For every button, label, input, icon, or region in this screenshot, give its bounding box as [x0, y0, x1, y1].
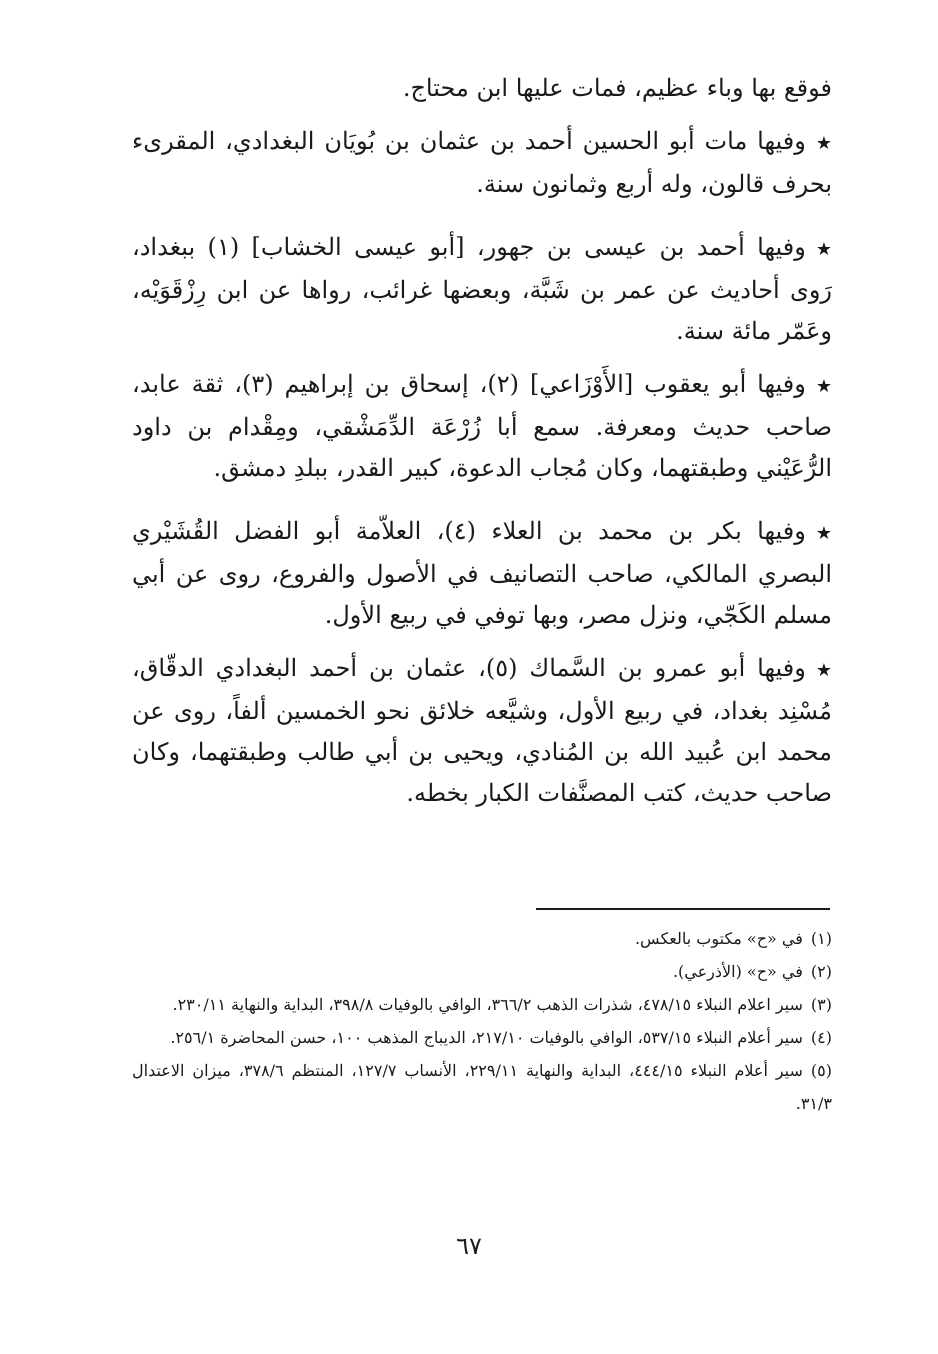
entry-text: وفيها أبو عمرو بن السَّماك (٥)، عثمان بن أحمد البغدادي الدقّاق، مُسْنِد بغداد، في ربيع الأول، وشيَّعه خلائق نحو الخمسين ألفاً، روى عن محمد ابن عُبيد الله بن المُنادي، ويحيى بن أبي طالب وطبقتهما، وكان صاحب حديث، كتب المصنَّفات الكبار بخطه. — [132, 654, 832, 807]
entry-text: وفيها مات أبو الحسين أحمد بن عثمان بن بُويَان البغدادي، المقرىء بحرف قالون، وله أربع وثمانون سنة. — [132, 127, 832, 198]
footnote-number: (١) — [810, 929, 832, 948]
footnote-number: (٢) — [810, 962, 832, 981]
star-icon: ★ — [815, 133, 832, 154]
entry-paragraph — [132, 511, 832, 636]
footnote — [132, 988, 832, 1021]
footnote-divider — [536, 908, 830, 910]
footnote — [132, 955, 832, 988]
intro-paragraph: فوقع بها وباء عظيم، فمات عليها ابن محتاج. — [402, 74, 832, 102]
footnotes — [132, 922, 832, 1120]
star-icon: ★ — [815, 376, 832, 397]
entry-text: وفيها أحمد بن عيسى بن جهور، [أبو عيسى الخشاب] (١) ببغداد، رَوى أحاديث عن عمر بن شَبَّة، وبعضها غرائب، رواها عن ابن رِزْقَوَيْه، وعَمّر مائة سنة. — [132, 233, 832, 345]
main-text — [132, 68, 832, 814]
star-icon: ★ — [815, 660, 832, 681]
entry-paragraph — [132, 648, 832, 814]
entry-text: وفيها بكر بن محمد بن العلاء (٤)، العلاّمة أبو الفضل القُشَيْري البصري المالكي، صاحب التصانيف في الأصول والفروع، روى عن أبي مسلم الكَجّي، ونزل مصر، وبها توفي في ربيع الأول. — [132, 517, 832, 629]
footnote-number: (٣) — [810, 995, 832, 1014]
footnote-text: سير اعلام النبلاء ٤٧٨/١٥، شذرات الذهب ٣٦٦/٢، الوافي بالوفيات ٣٩٨/٨، البداية والنهاية ٢٣٠/١١. — [172, 995, 803, 1014]
entry-paragraph — [132, 364, 832, 489]
footnote-text: في «ح» (الأذرعي). — [672, 962, 803, 981]
footnote-text: سير أعلام النبلاء ٥٣٧/١٥، الوافي بالوفيات ٢١٧/١٠، الديباج المذهب ١٠٠، حسن المحاضرة ٢٥٦/١. — [170, 1028, 803, 1047]
page-number: ٦٧ — [456, 1232, 482, 1260]
star-icon: ★ — [815, 239, 832, 260]
entry-text: وفيها أبو يعقوب [الأَوْزَاعي] (٢)، إسحاق بن إبراهيم (٣)، ثقة عابد، صاحب حديث ومعرفة. سمع أبا زُرْعَة الدِّمَشْقي، ومِقْدام بن داود الرُّعَيْني وطبقتهما، وكان مُجاب الدعوة، كبير القدر، ببلدِ دمشق. — [132, 370, 832, 482]
footnote — [132, 922, 832, 955]
footnote — [132, 1021, 832, 1054]
footnote-text: في «ح» مكتوب بالعكس. — [634, 929, 803, 948]
footnote-number: (٤) — [810, 1028, 832, 1047]
footnote-number: (٥) — [810, 1061, 833, 1080]
entry-paragraph — [132, 121, 832, 205]
footnote-text: سير أعلام النبلاء ٤٤٤/١٥، البداية والنهاية ٢٢٩/١١، الأنساب ١٢٧/٧، المنتظم ٣٧٨/٦، ميزان الاعتدال ٣١/٣. — [132, 1061, 832, 1113]
star-icon: ★ — [815, 523, 832, 544]
entry-paragraph — [132, 227, 832, 352]
footnote — [132, 1054, 832, 1120]
